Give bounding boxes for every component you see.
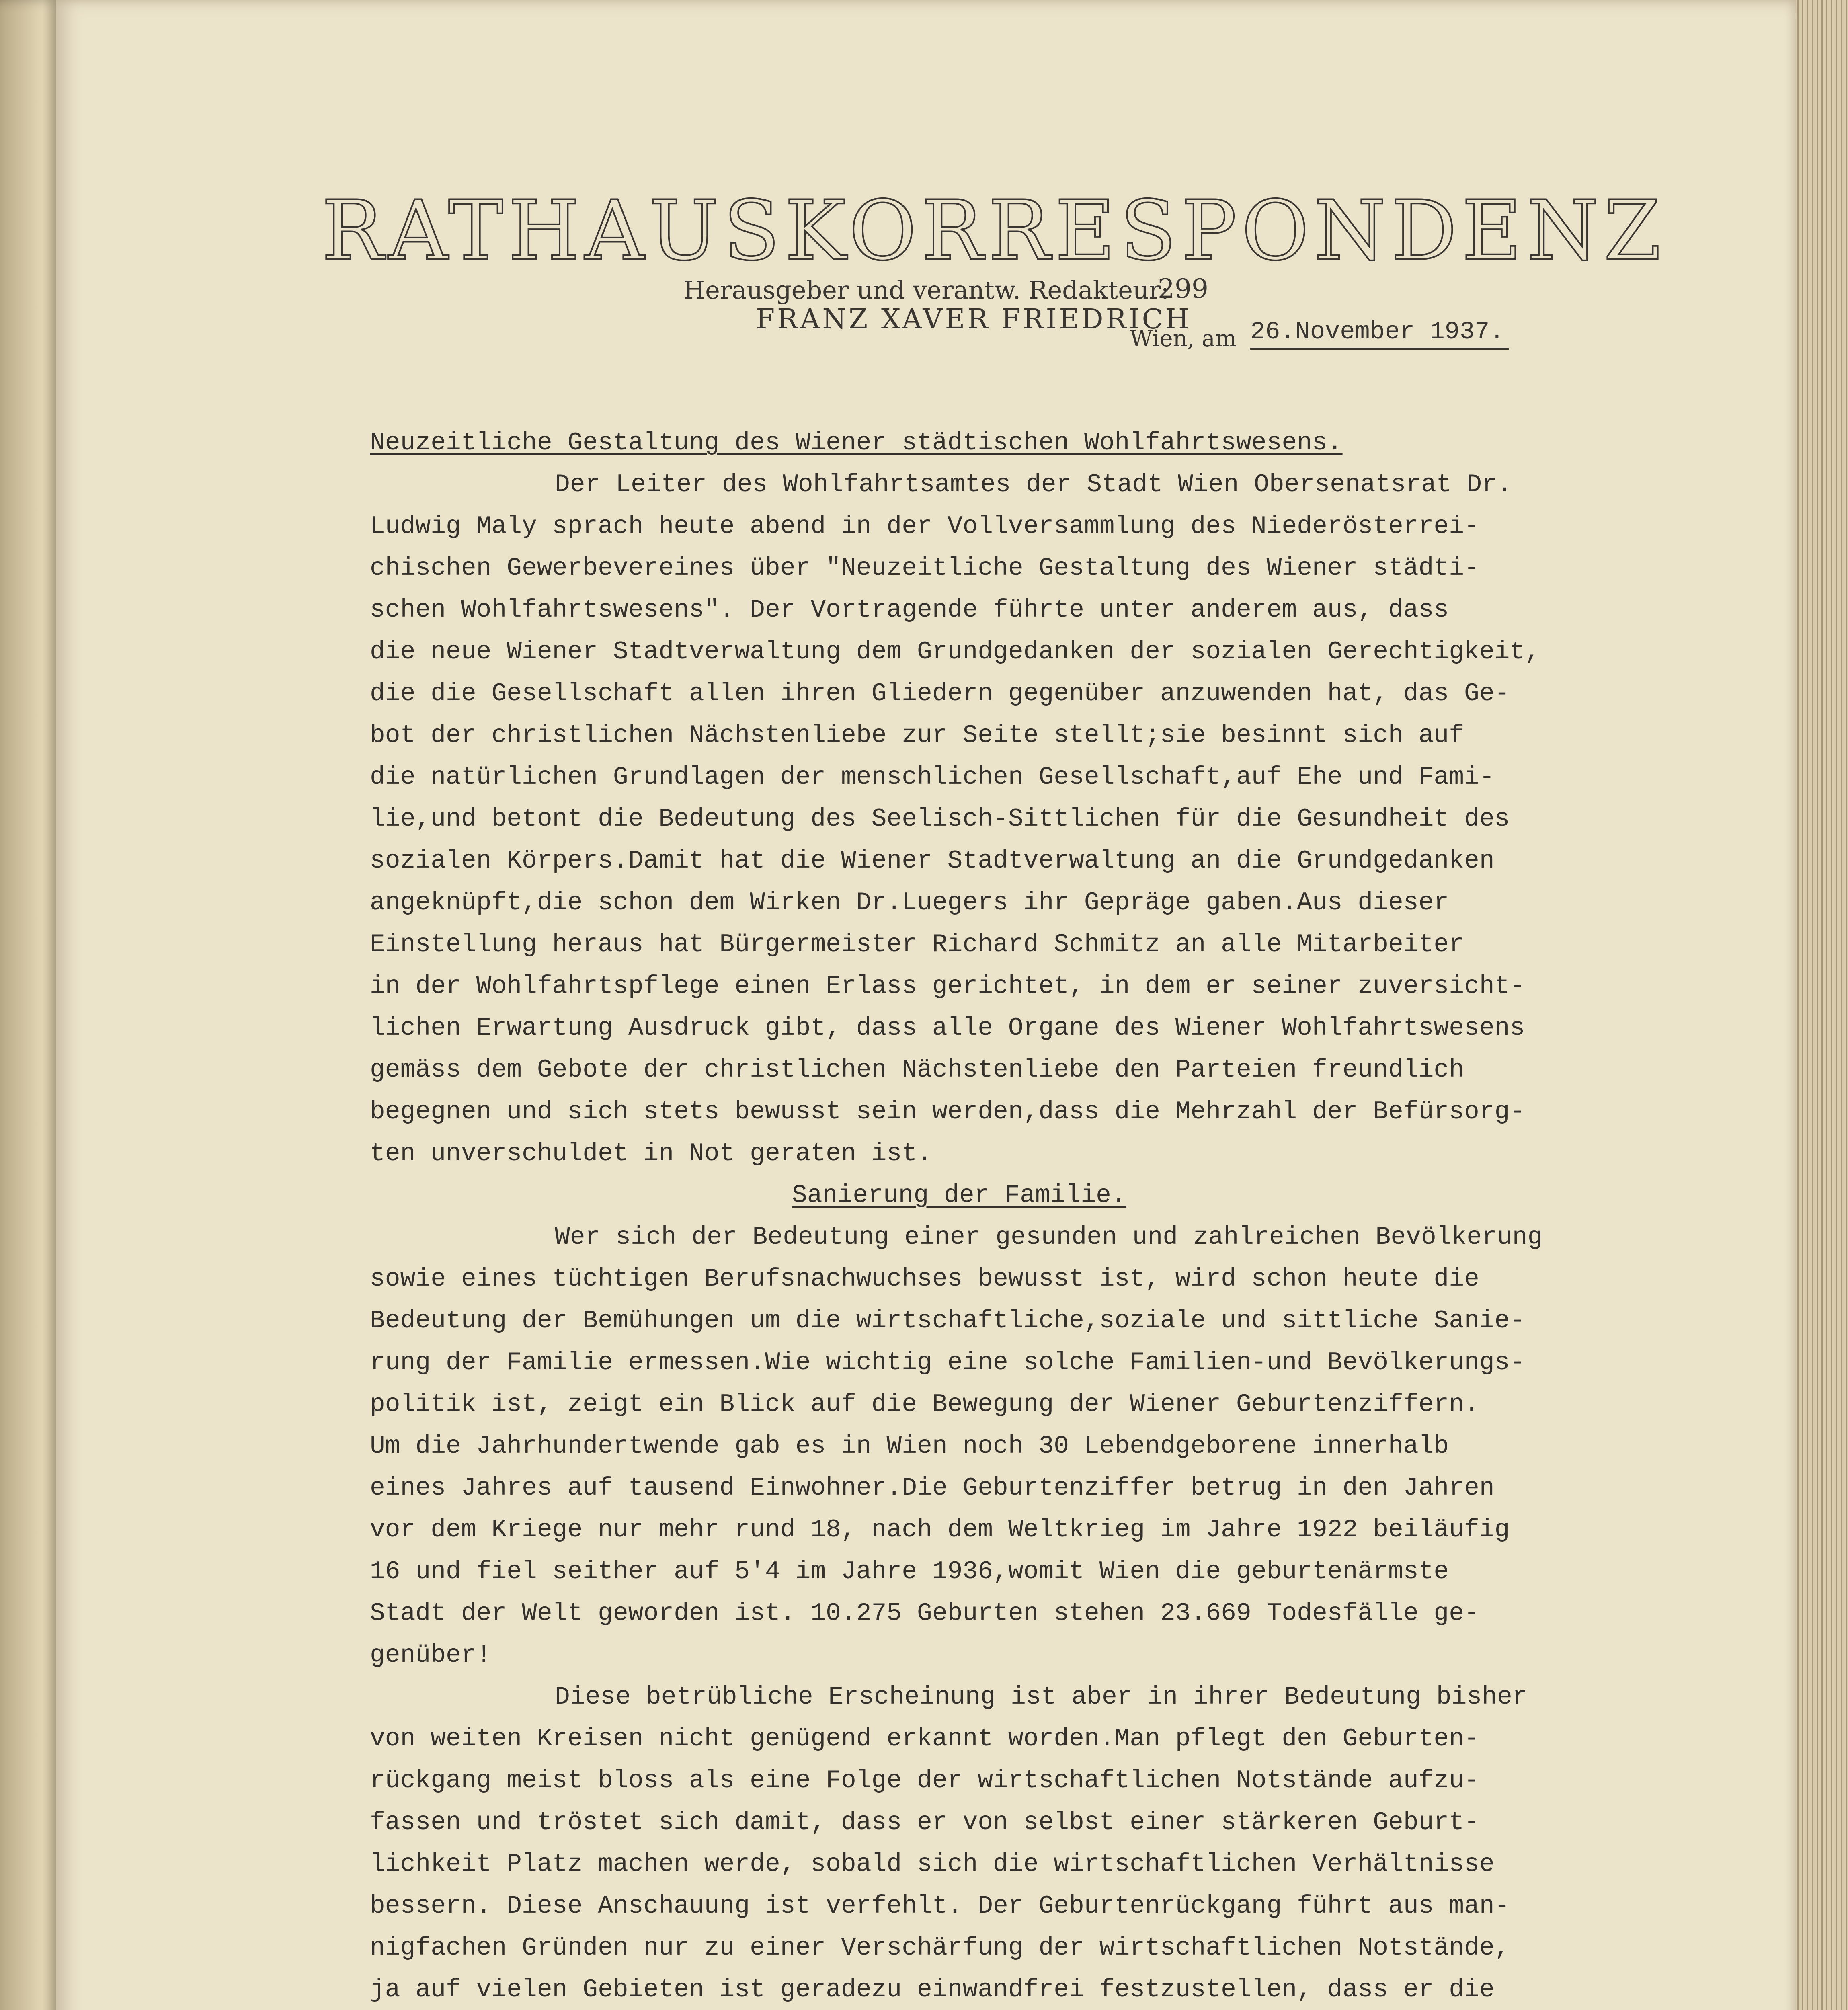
text-line: Der Leiter des Wohlfahrtsamtes der Stadt Wien Obersenatsrat Dr. [555, 470, 1512, 499]
document-page [56, 0, 1796, 2010]
text-line: lichen Erwartung Ausdruck gibt, dass alle Organe des Wiener Wohlfahrtswesens [370, 1014, 1525, 1042]
text-line: rückgang meist bloss als eine Folge der wirtschaftlichen Notstände aufzu- [370, 1766, 1479, 1795]
left-page-edge [0, 0, 60, 2010]
text-line: Stadt der Welt geworden ist. 10.275 Geburten stehen 23.669 Todesfälle ge- [370, 1599, 1479, 1628]
text-line: in der Wohlfahrtspflege einen Erlass gerichtet, in dem er seiner zuversicht- [370, 972, 1525, 1001]
text-line: ten unverschuldet in Not geraten ist. [370, 1139, 932, 1168]
text-line: genüber! [370, 1641, 492, 1670]
text-line: sowie eines tüchtigen Berufsnachwuchses bewusst ist, wird schon heute die [370, 1265, 1479, 1293]
text-line: chischen Gewerbevereines über "Neuzeitliche Gestaltung des Wiener städti- [370, 554, 1479, 582]
text-line: schen Wohlfahrtswesens". Der Vortragende führte unter anderem aus, dass [370, 596, 1449, 624]
editor-label: Herausgeber und verantw. Redakteur: [683, 275, 1169, 305]
text-line: nigfachen Gründen nur zu einer Verschärfung der wirtschaftlichen Notstände, [370, 1934, 1510, 1962]
text-line: von weiten Kreisen nicht genügend erkannt worden.Man pflegt den Geburten- [370, 1725, 1479, 1753]
text-line: die die Gesellschaft allen ihren Gliedern gegenüber anzuwenden hat, das Ge- [370, 679, 1510, 708]
masthead [322, 183, 1666, 352]
issue-date: 26.November 1937. [1250, 318, 1509, 350]
text-line: angeknüpft,die schon dem Wirken Dr.Luegers ihr Gepräge gaben.Aus dieser [370, 888, 1449, 917]
text-line: Diese betrübliche Erscheinung ist aber in ihrer Bedeutung bisher [555, 1683, 1528, 1711]
text-line: fassen und tröstet sich damit, dass er von selbst einer stärkeren Geburt- [370, 1808, 1479, 1837]
text-line: die neue Wiener Stadtverwaltung dem Grundgedanken der sozialen Gerechtigkeit, [370, 638, 1540, 666]
masthead-title: RATHAUSKORRESPONDENZ [322, 183, 1666, 279]
text-line: lie,und betont die Bedeutung des Seelisch-Sittlichen für die Gesundheit des [370, 805, 1510, 833]
text-line: ja auf vielen Gebieten ist geradezu einwandfrei festzustellen, dass er die [370, 1975, 1495, 2004]
text-line: 16 und fiel seither auf 5'4 im Jahre 1936,womit Wien die geburtenärmste [370, 1557, 1449, 1586]
text-line: Wer sich der Bedeutung einer gesunden und zahlreichen Bevölkerung [555, 1223, 1543, 1251]
text-line: Einstellung heraus hat Bürgermeister Richard Schmitz an alle Mitarbeiter [370, 930, 1464, 959]
issue-number: 299 [1158, 273, 1208, 304]
article-heading: Neuzeitliche Gestaltung des Wiener städtischen Wohlfahrtswesens. [370, 429, 1343, 457]
editor-name: FRANZ XAVER FRIEDRICH [756, 304, 1192, 335]
text-line: Bedeutung der Bemühungen um die wirtschaftliche,soziale und sittliche Sanie- [370, 1306, 1525, 1335]
section-subheading: Sanierung der Familie. [792, 1181, 1126, 1210]
right-page-edges [1794, 0, 1848, 2010]
text-line: vor dem Kriege nur mehr rund 18, nach dem Weltkrieg im Jahre 1922 beiläufig [370, 1516, 1510, 1544]
text-line: bessern. Diese Anschauung ist verfehlt. Der Geburtenrückgang führt aus man- [370, 1892, 1510, 1920]
text-line: lichkeit Platz machen werde, sobald sich die wirtschaftlichen Verhältnisse [370, 1850, 1495, 1879]
text-line: bot der christlichen Nächstenliebe zur Seite stellt;sie besinnt sich auf [370, 721, 1464, 750]
text-line: Ludwig Maly sprach heute abend in der Vollversammlung des Niederösterrei- [370, 512, 1479, 541]
text-line: gemäss dem Gebote der christlichen Nächstenliebe den Parteien freundlich [370, 1056, 1464, 1084]
text-line: rung der Familie ermessen.Wie wichtig eine solche Familien-und Bevölkerungs- [370, 1348, 1525, 1377]
text-line: eines Jahres auf tausend Einwohner.Die Geburtenziffer betrug in den Jahren [370, 1474, 1495, 1502]
article-body [370, 422, 1616, 2010]
text-line: politik ist, zeigt ein Blick auf die Bewegung der Wiener Geburtenziffern. [370, 1390, 1479, 1419]
place-label: Wien, am [1130, 326, 1237, 352]
text-line: Um die Jahrhundertwende gab es in Wien noch 30 Lebendgeborene innerhalb [370, 1432, 1449, 1460]
text-line: begegnen und sich stets bewusst sein werden,dass die Mehrzahl der Befürsorg- [370, 1097, 1525, 1126]
text-line: sozialen Körpers.Damit hat die Wiener Stadtverwaltung an die Grundgedanken [370, 847, 1495, 875]
text-line: die natürlichen Grundlagen der menschlichen Gesellschaft,auf Ehe und Fami- [370, 763, 1495, 792]
